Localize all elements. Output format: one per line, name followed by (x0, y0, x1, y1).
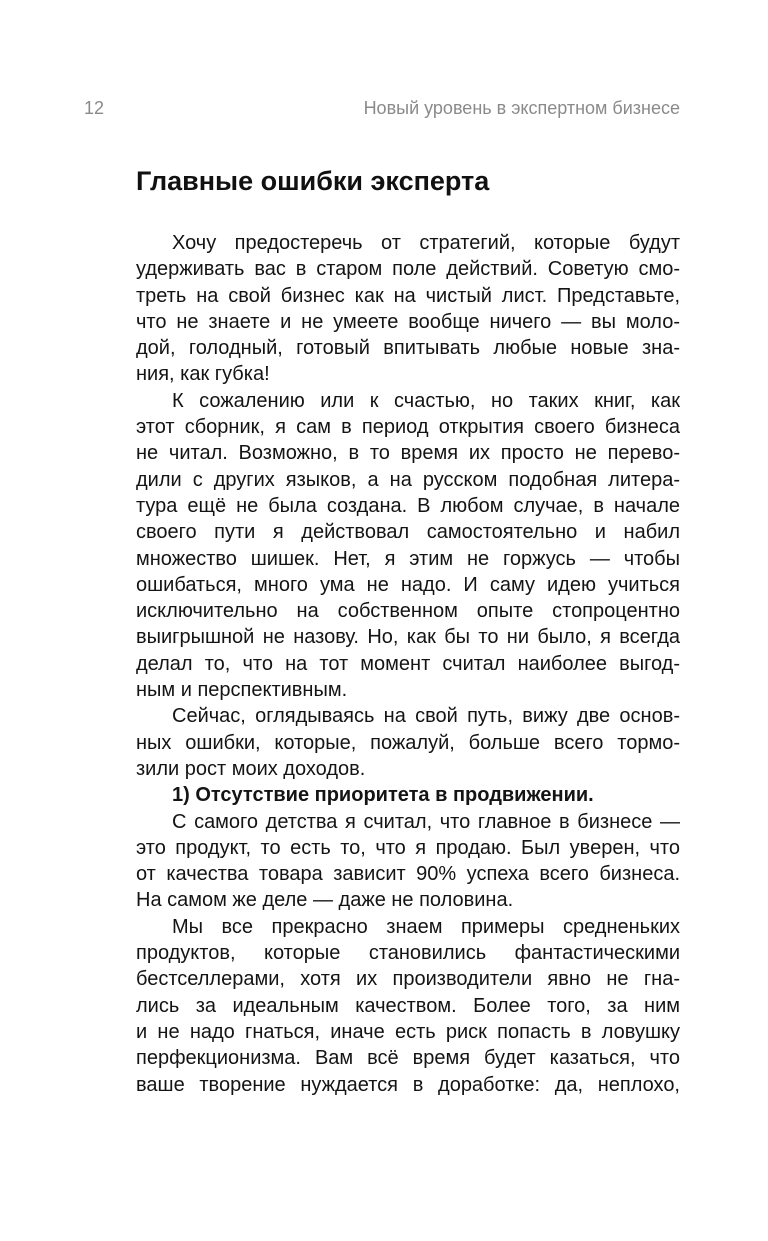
text-line: треть на свой бизнес как на чистый лист. Представьте, (136, 284, 680, 307)
text-line: лись за идеальным качеством. Более того, за ним (136, 994, 680, 1017)
text-line: ошибаться, много ума не надо. И саму идею учиться (136, 573, 680, 596)
text-line: С самого детства я считал, что главное в бизнесе — (172, 810, 680, 833)
text-line: множество шишек. Нет, я этим не горжусь — чтобы (136, 547, 680, 570)
text-line: Сейчас, оглядываясь на свой путь, вижу две основ- (172, 705, 680, 728)
text-line: своего пути я действовал самостоятельно и набил (136, 521, 680, 544)
text-line: и не надо гнаться, иначе есть риск попасть в ловушку (136, 1020, 680, 1043)
text-line: перфекционизма. Вам всё время будет казаться, что (136, 1047, 680, 1070)
text-line: К сожалению или к счастью, но таких книг, как (172, 389, 680, 412)
text-line: продуктов, которые становились фантастическими (136, 942, 680, 965)
text-line: ных ошибки, которые, пожалуй, больше всего тормо- (136, 731, 680, 754)
text-line: бестселлерами, хотя их производители явно не гна- (136, 968, 680, 991)
subheading-line: 1) Отсутствие приоритета в продвижении. (172, 784, 594, 807)
text-line: не читал. Возможно, в то время их просто не перево- (136, 442, 680, 465)
text-line: делал то, что на тот момент считал наиболее выгод- (136, 652, 680, 675)
text-line: это продукт, то есть то, что я продаю. Был уверен, что (136, 836, 680, 859)
text-line: удерживать вас в старом поле действий. Советую смо- (136, 258, 680, 281)
text-line: зили рост моих доходов. (136, 757, 366, 780)
section-title: Главные ошибки эксперта (136, 166, 490, 196)
text-line: выигрышной не назову. Но, как бы то ни было, я всегда (136, 626, 680, 649)
text-line: тура ещё не была создана. В любом случае, в начале (136, 494, 680, 517)
text-line: исключительно на собственном опыте стопроцентно (136, 600, 680, 623)
text-line: дой, голодный, готовый впитывать любые новые зна- (136, 337, 680, 360)
text-line: Хочу предостеречь от стратегий, которые будут (172, 232, 680, 254)
text-line: что не знаете и не умеете вообще ничего — вы моло- (136, 310, 680, 333)
page-number: 12 (84, 98, 105, 118)
text-line: ным и перспективным. (136, 679, 348, 702)
text-line: дили с других языков, а на русском подобная литера- (136, 468, 680, 491)
text-line: На самом же деле — даже не половина. (136, 889, 514, 912)
text-line: этот сборник, я сам в период открытия своего бизнеса (136, 416, 680, 439)
running-head: Новый уровень в экспертном бизнесе (363, 98, 680, 118)
text-line: ваше творение нуждается в доработке: да, неплохо, (136, 1073, 680, 1096)
text-line: Мы все прекрасно знаем примеры средненьких (172, 915, 680, 938)
text-line: ния, как губка! (136, 363, 270, 386)
body-text (136, 230, 680, 1098)
text-line: от качества товара зависит 90% успеха всего бизнеса. (136, 863, 680, 886)
